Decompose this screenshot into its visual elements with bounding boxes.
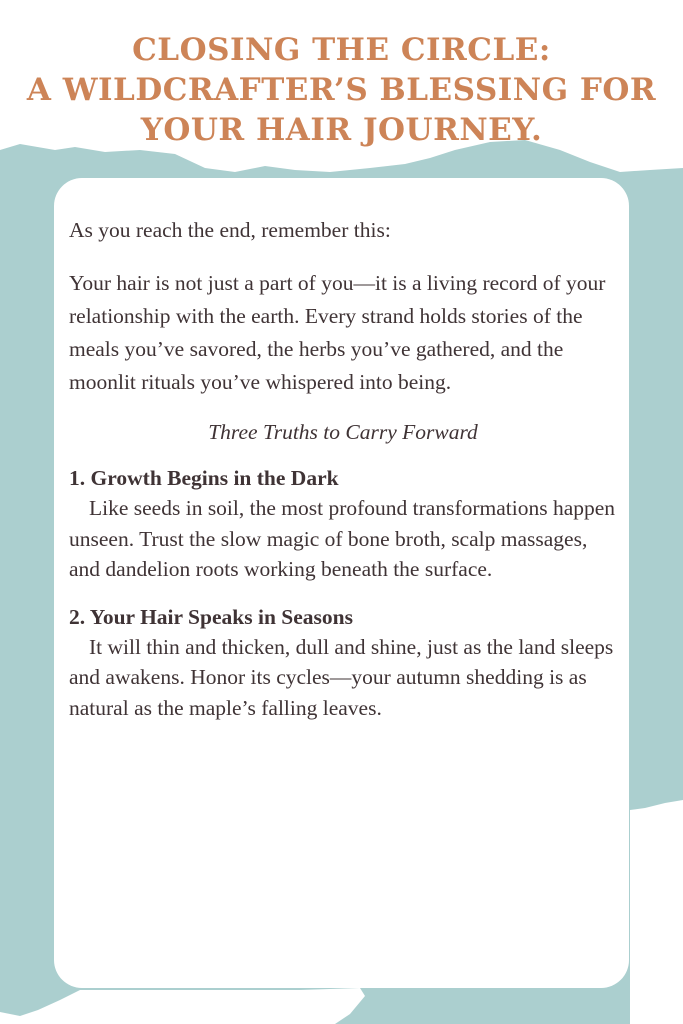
content-card bbox=[54, 178, 629, 988]
truth-heading: 2. Your Hair Speaks in Seasons bbox=[69, 604, 353, 629]
card-content bbox=[69, 214, 617, 740]
intro-text: As you reach the end, remember this: bbox=[69, 218, 391, 242]
truth-body: It will thin and thicken, dull and shine, just as the land sleeps and awakens. Honor its cycles—your autumn shedding is as natural as the maple’s falling leaves. bbox=[69, 634, 614, 720]
section-subheading: Three Truths to Carry Forward bbox=[208, 420, 478, 444]
title-line-3: YOUR HAIR JOURNEY. bbox=[140, 112, 543, 148]
truth-item bbox=[69, 602, 617, 724]
truth-item bbox=[69, 463, 617, 585]
body-paragraph: Your hair is not just a part of you—it is a living record of your relationship with the earth. Every strand holds stories of the meals you’ve savored, the herbs you’ve gathered, and the moonlit rituals you’ve whispered into being. bbox=[69, 271, 606, 394]
truth-body: Like seeds in soil, the most profound transformations happen unseen. Trust the slow magic of bone broth, scalp massages, and dandelion roots working beneath the surface. bbox=[69, 496, 616, 581]
title-line-1: CLOSING THE CIRCLE: bbox=[132, 32, 551, 68]
truth-heading: 1. Growth Begins in the Dark bbox=[69, 466, 339, 490]
title-line-2: A WILDCRAFTER’S BLESSING FOR bbox=[26, 72, 657, 108]
page-title bbox=[0, 30, 683, 150]
